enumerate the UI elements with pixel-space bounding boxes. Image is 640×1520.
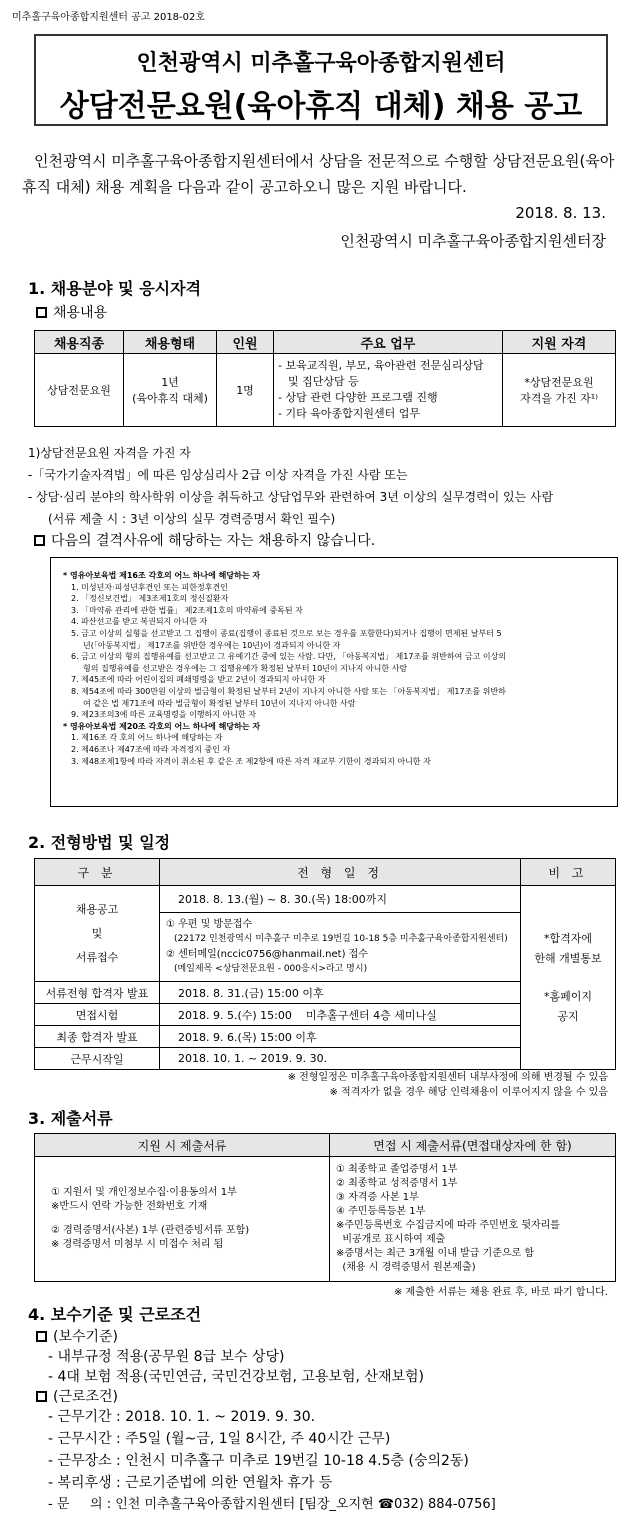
disq-line: 7. 제45조에 따라 어린이집의 폐쇄명령을 받고 2년이 경과되지 아니한 자: [71, 675, 326, 685]
th-job: 채용직종: [35, 331, 124, 354]
work-line-3: - 근무장소 : 인천시 미추홀구 미추로 19번길 10-18 4.5층 (숭의2동): [48, 1453, 469, 1469]
intro-text: 인천광역시 미추홀구육아종합지원센터에서 상담을 전문적으로 수행할 상담전문요원(육아휴직 대체) 채용 계획을 다음과 같이 공고하오니 많은 지원 바랍니다.: [22, 152, 615, 196]
th-schedule: 전 형 일 정: [160, 859, 521, 886]
section1-sub: 채용내용: [36, 302, 107, 322]
cell-count: 1명: [217, 354, 274, 427]
th-apply-docs: 지원 시 제출서류: [35, 1134, 330, 1157]
work-line-2: - 근무시간 : 주5일 (월~금, 1일 8시간, 주 40시간 근무): [48, 1431, 391, 1447]
th-qualification: 지원 자격: [503, 331, 616, 354]
cell-qualification: *상담전문요원 자격을 가진 자¹⁾: [503, 354, 616, 427]
recruitment-table: [34, 330, 616, 427]
work-line-1: - 근무기간 : 2018. 10. 1. ~ 2019. 9. 30.: [48, 1409, 316, 1425]
cell-interview-label: 면접시험: [35, 1004, 160, 1026]
pay-line-2: - 4대 보험 적용(국민연금, 국민건강보험, 고용보험, 산재보험): [48, 1369, 424, 1385]
checkbox-icon: [34, 535, 45, 546]
notice-org: 인천광역시 미추홀구육아종합지원센터장: [340, 232, 606, 250]
qual-note-3: (서류 제출 시 : 3년 이상의 실무 경력증명서 확인 필수): [48, 512, 336, 526]
work-line-5: - 문 의 : 인천 미추홀구육아종합지원센터 [팀장_오지현 ☎032) 884-0756]: [48, 1497, 496, 1512]
th-type: 채용형태: [124, 331, 217, 354]
disq-line: 1. 제16조 각 호의 어느 하나에 해당하는 자: [71, 733, 223, 743]
cell-application-label: 채용공고 및 서류접수: [35, 886, 160, 982]
disq-line: 3. 「마약류 관리에 관한 법률」 제2조제1호의 마약류에 중독된 자: [71, 605, 303, 615]
section1-heading: 1. 채용분야 및 응시자격: [28, 279, 202, 298]
disqualification-box: [50, 557, 618, 807]
qual-note-title: 1)상담전문요원 자격을 가진 자: [28, 446, 191, 460]
checkbox-icon: [36, 307, 47, 318]
cell-apply-docs: ① 지원서 및 개인정보수집·이용동의서 1부 ※반드시 연락 가능한 전화번호 기재 ② 경력증명서(사본) 1부 (관련증빙서류 포함) ※ 경력증명서 미첨부 시 미접수 처리 됨: [35, 1157, 330, 1282]
cell-doc-result-label: 서류전형 합격자 발표: [35, 982, 160, 1004]
disq-line: 형의 집행유예를 선고받은 경우에는 그 집행유예가 확정된 날부터 10년이 지나지 아니한 사람: [83, 663, 408, 673]
title-line2: 상담전문요원(육아휴직 대체) 채용 공고: [59, 89, 583, 124]
disq-line: 2. 「정신보건법」 제3조제1호의 정신질환자: [71, 594, 229, 604]
th-interview-docs: 면접 시 제출서류(면접대상자에 한 함): [330, 1134, 616, 1157]
documents-table: [34, 1133, 616, 1282]
cell-final-value: 2018. 9. 6.(목) 15:00 이후: [160, 1026, 521, 1048]
cell-start-value: 2018. 10. 1. ~ 2019. 9. 30.: [160, 1048, 521, 1070]
pay-label: (보수기준): [36, 1326, 118, 1346]
disq-line: 4. 파산선고를 받고 복권되지 아니한 자: [71, 617, 208, 627]
section2-heading: 2. 전형방법 및 일정: [28, 833, 171, 852]
cell-duties: - 보육교직원, 부모, 육아관련 전문심리상담 및 집단상담 등 - 상담 관련 다양한 프로그램 진행 - 기타 육아종합지원센터 업무: [274, 354, 503, 427]
cell-start-label: 근무시작일: [35, 1048, 160, 1070]
qual-note-1: -「국가기술자격법」에 따른 임상심리사 2급 이상 자격을 가진 사람 또는: [28, 468, 408, 482]
disq-line: 5. 금고 이상의 실형을 선고받고 그 집행이 종료(집행이 종료된 것으로 보는 경우를 포함한다)되거나 집행이 면제된 날부터 5: [71, 628, 502, 638]
disq-line: 2. 제46조나 제47조에 따라 자격정지 중인 자: [71, 744, 231, 754]
th-category: 구 분: [35, 859, 160, 886]
cell-type: 1년 (육아휴직 대체): [124, 354, 217, 427]
cell-final-label: 최종 합격자 발표: [35, 1026, 160, 1048]
documents-note: ※ 제출한 서류는 채용 완료 후, 바로 파기 합니다.: [393, 1287, 608, 1298]
section4-heading: 4. 보수기준 및 근로조건: [28, 1305, 202, 1324]
cell-interview-value: 2018. 9. 5.(수) 15:00 미추홀구센터 4층 세미나실: [160, 1004, 521, 1026]
disq-line: 1. 미성년자·피성년후견인 또는 피한정후견인: [71, 582, 228, 592]
notice-reference: 미추홀구육아종합지원센터 공고 2018-02호: [12, 12, 206, 23]
cell-remarks: *합격자에 한해 개별통보 *홈페이지 공지: [521, 886, 616, 1070]
disq-line: 9. 제23조의3에 따른 교육명령을 이행하지 아니한 자: [71, 710, 256, 720]
disqualification-heading: 다음의 결격사유에 해당하는 자는 채용하지 않습니다.: [34, 530, 375, 550]
work-line-4: - 복리후생 : 근로기준법에 의한 연월차 휴가 등: [48, 1475, 333, 1491]
disq-line: 년(「아동복지법」 제17조를 위반한 경우에는 10년)이 경과되지 아니한 자: [83, 640, 341, 650]
work-label: (근로조건): [36, 1386, 118, 1406]
disq-line: 6. 금고 이상의 형의 집행유예를 선고받고 그 유예기간 중에 있는 사람. 다만, 「아동복지법」 제17조를 위반하여 금고 이상의: [71, 652, 507, 662]
schedule-table: [34, 858, 616, 1070]
cell-application-methods: ① 우편 및 방문접수 (22172 인천광역시 미추홀구 미추로 19번길 10-18 5층 미추홀구육아종합지원센터) ② 센터메일(nccic0756@hanmail.net) 접수 (메일제목 <상담전문요원 - 000응시>라고 명시): [160, 913, 521, 982]
title-line1: 인천광역시 미추홀구육아종합지원센터: [136, 51, 506, 76]
schedule-note-2: ※ 적격자가 없을 경우 해당 인력채용이 이루어지지 않을 수 있음: [329, 1087, 608, 1098]
pay-line-1: - 내부규정 적용(공무원 8급 보수 상당): [48, 1349, 285, 1365]
disq-line: 3. 제48조제1항에 따라 자격이 취소된 후 같은 조 제2항에 따른 자격 재교부 기한이 경과되지 아니한 자: [71, 756, 431, 766]
disq-line: * 영유아보육법 제20조 각호의 어느 하나에 해당하는 자: [63, 721, 261, 731]
section3-heading: 3. 제출서류: [28, 1109, 113, 1128]
th-count: 인원: [217, 331, 274, 354]
checkbox-icon: [36, 1391, 47, 1402]
disq-line: 여 같은 법 제71조에 따라 벌금형이 확정된 날부터 10년이 지나지 아니한 사람: [83, 698, 356, 708]
th-duties: 주요 업무: [274, 331, 503, 354]
disq-line: 8. 제54조에 따라 300만원 이상의 벌금형이 확정된 날부터 2년이 지나지 아니한 사람 또는 「아동복지법」 제17조를 위반하: [71, 686, 506, 696]
notice-date: 2018. 8. 13.: [515, 204, 606, 222]
checkbox-icon: [36, 1331, 47, 1342]
cell-interview-docs: ① 최종학교 졸업증명서 1부 ② 최종학교 성적증명서 1부 ③ 자격증 사본 1부 ④ 주민등록등본 1부 ※주민등록번호 수집금지에 따라 주민번호 뒷자리를 비공개로 표시하여 제출 ※증명서는 최근 3개월 이내 발급 기준으로 함 (채용 시 경력증명서 원본제출): [330, 1157, 616, 1282]
cell-application-period: 2018. 8. 13.(월) ~ 8. 30.(목) 18:00까지: [160, 886, 521, 913]
cell-doc-result-value: 2018. 8. 31.(금) 15:00 이후: [160, 982, 521, 1004]
disq-line: * 영유아보육법 제16조 각호의 어느 하나에 해당하는 자: [63, 571, 261, 580]
title-box: [34, 34, 608, 126]
schedule-note-1: ※ 전형일정은 미추홀구육아종합지원센터 내부사정에 의해 변경될 수 있음: [287, 1072, 608, 1083]
qual-note-2: - 상담·심리 분야의 학사학위 이상을 취득하고 상담업무와 관련하여 3년 이상의 실무경력이 있는 사람: [28, 490, 554, 504]
cell-job: 상담전문요원: [35, 354, 124, 427]
th-remark: 비 고: [521, 859, 616, 886]
